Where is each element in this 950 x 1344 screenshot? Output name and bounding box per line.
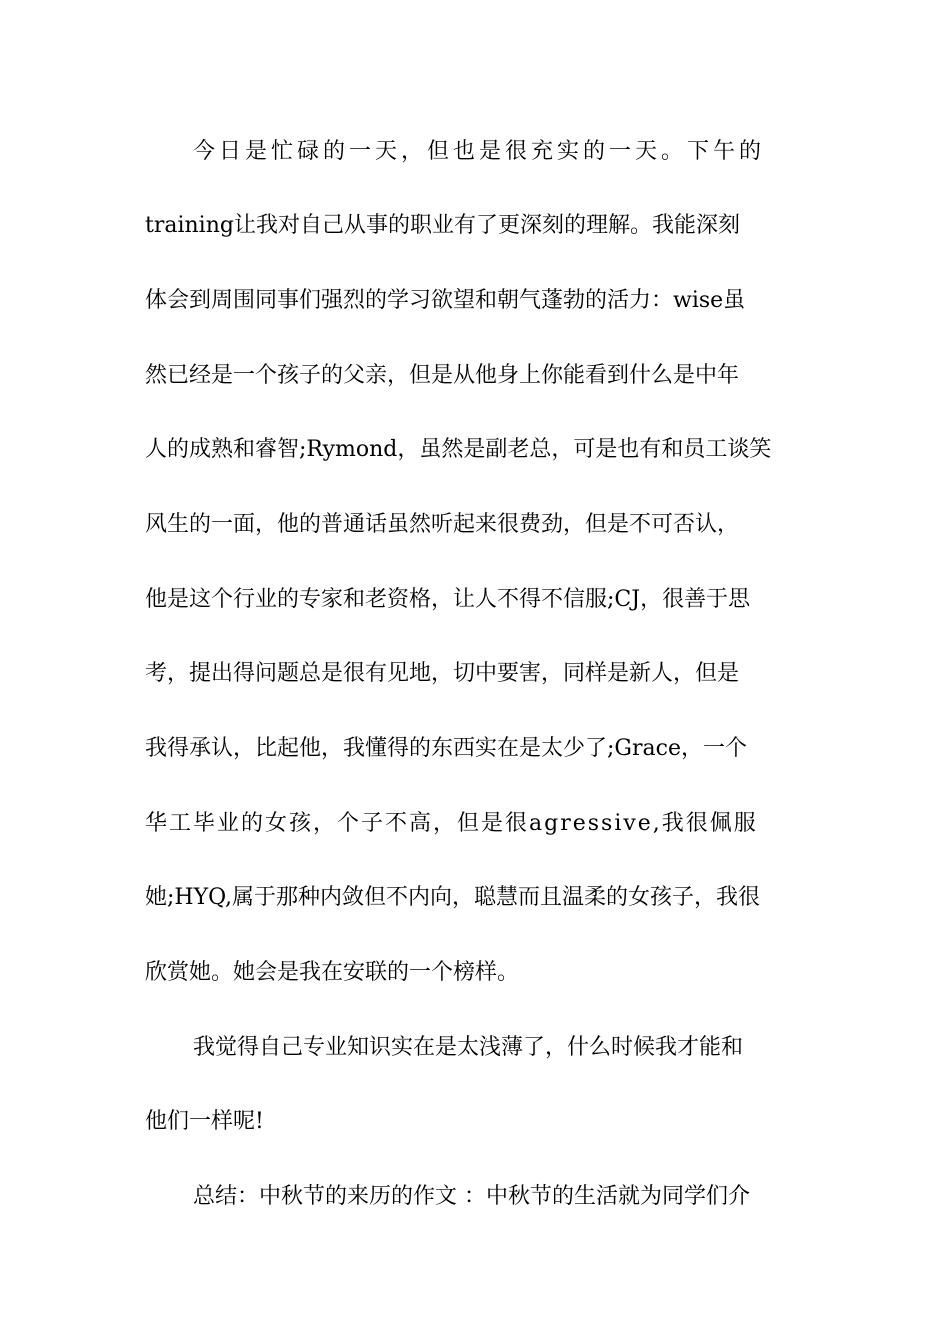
paragraph-2-line-2: 他们一样呢!: [145, 1109, 264, 1134]
paragraph-1-line-1: 今日是忙碌的一天，但也是很充实的一天。下午的: [193, 139, 766, 164]
paragraph-3-line-1: 总结：中秋节的来历的作文 ：中秋节的生活就为同学们介: [193, 1184, 750, 1209]
paragraph-1-line-6: 风生的一面，他的普通话虽然听起来很费劲，但是不可否认，: [145, 512, 740, 537]
paragraph-2-line-1: 我觉得自己专业知识实在是太浅薄了，什么时候我才能和: [193, 1035, 744, 1060]
paragraph-1-line-11: 她;HYQ,属于那种内敛但不内向，聪慧而且温柔的女孩子，我很: [145, 885, 761, 910]
paragraph-1-line-7: 他是这个行业的专家和老资格，让人不得不信服;CJ，很善于思: [145, 587, 751, 612]
paragraph-1-line-8: 考，提出得问题总是很有见地，切中要害，同样是新人，但是: [145, 661, 740, 686]
paragraph-1-line-4: 然已经是一个孩子的父亲，但是从他身上你能看到什么是中年: [145, 363, 740, 388]
paragraph-1-line-9: 我得承认，比起他，我懂得的东西实在是太少了;Grace，一个: [145, 736, 747, 761]
paragraph-1-line-2: training让我对自己从事的职业有了更深刻的理解。我能深刻: [145, 213, 740, 238]
paragraph-1-line-3: 体会到周围同事们强烈的学习欲望和朝气蓬勃的活力：wise虽: [145, 288, 746, 313]
paragraph-1-line-12: 欣赏她。她会是我在安联的一个榜样。: [145, 960, 520, 985]
paragraph-1-line-5: 人的成熟和睿智;Rymond，虽然是副老总，可是也有和员工谈笑: [145, 437, 772, 462]
paragraph-1-line-10: 华工毕业的女孩，个子不高，但是很agressive,我很佩服: [145, 811, 758, 836]
